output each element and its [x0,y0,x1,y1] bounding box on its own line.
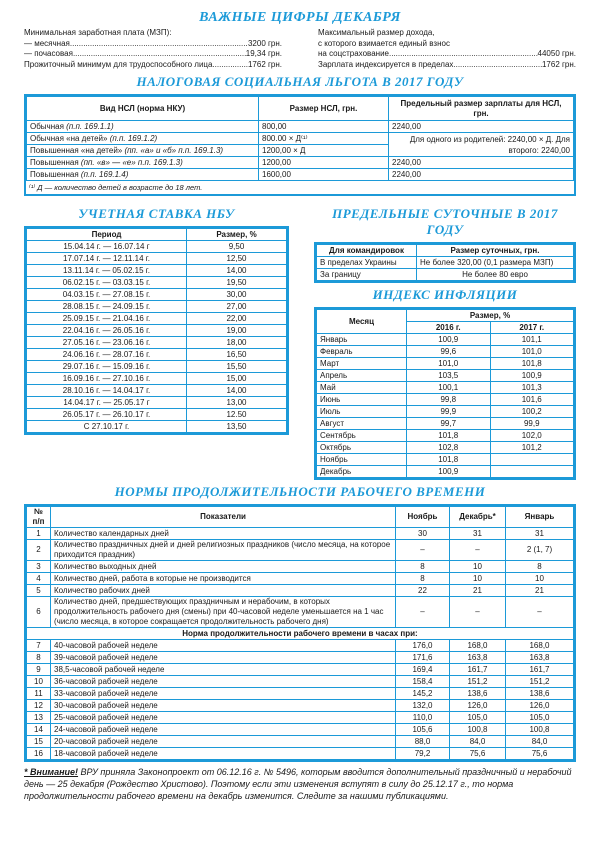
nbu-title: УЧЕТНАЯ СТАВКА НБУ [78,206,235,221]
rate-cell: 19,50 [187,277,287,289]
table-row [27,385,287,397]
intro-line: на соцстрахование ..... 44050 грн. [318,49,576,60]
table-row [27,265,287,277]
table-row [317,346,574,358]
norms-title: НОРМЫ ПРОДОЛЖИТЕЛЬНОСТИ РАБОЧЕГО ВРЕМЕНИ [114,484,486,499]
table-row [27,700,574,712]
indicator-cell: 25-часовой рабочей неделе [51,712,396,724]
column-header: Ноябрь [396,507,450,528]
period-cell: 13.11.14 г. — 05.02.15 г. [27,265,187,277]
value-cell: 105,6 [396,724,450,736]
value-cell: 31 [506,528,574,540]
intro-line: с которого взимается единый взнос [318,38,450,48]
value-cell: – [396,540,450,561]
indicator-cell: Количество праздничных дней и дней религиозных праздников (число месяца, на которое приходится праздник) [51,540,396,561]
rate-cell: 18,00 [187,337,287,349]
table-row [27,561,574,573]
value-cell: 100,8 [450,724,506,736]
table-row [27,640,574,652]
subheader-cell: Норма продолжительности рабочего времени в часах при: [27,628,574,640]
rate-cell: 15,00 [187,373,287,385]
table-row [317,334,574,346]
value-cell: – [396,597,450,628]
index-cell: 8 [27,652,51,664]
index-cell: 12 [27,700,51,712]
indicator-cell: 18-часовой рабочей неделе [51,748,396,760]
value-cell: 110,0 [396,712,450,724]
value-cell: 8 [396,573,450,585]
table-row [27,421,287,433]
indicator-cell: 38,5-часовой рабочей неделе [51,664,396,676]
value-cell: 138,6 [450,688,506,700]
column-header: Размер суточных, грн. [417,245,574,257]
value-cell: 22 [396,585,450,597]
month-cell: Июнь [317,394,407,406]
intro-line: — месячная ..... 3200 грн. [24,39,282,50]
month-cell: Декабрь [317,466,407,478]
table-row [27,289,287,301]
norms-table [26,506,574,760]
period-cell: С 27.10.17 г. [27,421,187,433]
value-cell: 101,2 [490,442,574,454]
month-cell: Март [317,358,407,370]
nsl-table-frame [24,94,576,196]
rate-cell: 15,50 [187,361,287,373]
intro-line: Зарплата индексируется в пределах ..... 1762 грн. [318,60,576,71]
value-cell: 21 [506,585,574,597]
rate-cell: 19,00 [187,325,287,337]
value-cell: 101,1 [490,334,574,346]
table-row [27,397,287,409]
index-cell: 7 [27,640,51,652]
nsl-footnote: ⁽¹⁾ Д — количество детей в возрасте до 18 лет. [29,183,203,192]
table-row [27,253,287,265]
table-row [27,409,287,421]
table-row [27,325,287,337]
table-row [27,313,287,325]
index-cell: 13 [27,712,51,724]
intro-line: — почасовая ..... 19,34 грн. [24,49,282,60]
index-cell: 2 [27,540,51,561]
value-cell: 176,0 [396,640,450,652]
value-cell: – [450,597,506,628]
value-cell: 101,8 [407,430,491,442]
right-section [314,202,576,480]
value-cell: 101,0 [490,346,574,358]
period-cell: 28.10.16 г. — 14.04.17 г. [27,385,187,397]
value-cell: 100,2 [490,406,574,418]
period-cell: 04.03.15 г. — 27.08.15 г. [27,289,187,301]
table-row [317,442,574,454]
value-cell: 105,0 [506,712,574,724]
index-cell: 1 [27,528,51,540]
column-header: Период [27,229,187,241]
value-cell: 163,8 [506,652,574,664]
table-row [27,676,574,688]
month-cell: Август [317,418,407,430]
value-cell: 132,0 [396,700,450,712]
column-header: Декабрь* [450,507,506,528]
index-cell: 5 [27,585,51,597]
month-cell: Январь [317,334,407,346]
value-cell: 99,9 [490,418,574,430]
daily-title: ПРЕДЕЛЬНЫЕ СУТОЧНЫЕ В 2017 ГОДУ [332,206,558,237]
value-cell: 99,6 [407,346,491,358]
nsl-table [26,96,574,181]
table-row [27,349,287,361]
value-cell: 101,3 [490,382,574,394]
column-header: Предельный размер зарплаты для НСЛ, грн. [389,97,574,121]
index-cell: 3 [27,561,51,573]
value-cell: 126,0 [506,700,574,712]
value-cell: 79,2 [396,748,450,760]
table-row [317,454,574,466]
value-cell: 75,6 [506,748,574,760]
value-cell: 88,0 [396,736,450,748]
value-cell: 99,9 [407,406,491,418]
indicator-cell: Количество дней, работа в которые не производится [51,573,396,585]
period-cell: 15.04.14 г. — 16.07.14 г [27,241,187,253]
value-cell: 151,2 [506,676,574,688]
value-cell: 102,0 [490,430,574,442]
value-cell: 126,0 [450,700,506,712]
table-row [27,688,574,700]
value-cell: 100,9 [490,370,574,382]
indicator-cell: 20-часовой рабочей неделе [51,736,396,748]
rate-cell: 12,50 [187,253,287,265]
table-row [27,652,574,664]
value-cell: 10 [450,561,506,573]
table-row: Обычная (п.п. 169.1.1) 800,00 2240,00 [27,121,574,133]
inflation-table [316,309,574,478]
value-cell: 169,4 [396,664,450,676]
middle-section [24,202,576,480]
month-cell: Сентябрь [317,430,407,442]
index-cell: 14 [27,724,51,736]
column-header: 2017 г. [490,322,574,334]
value-cell: 10 [450,573,506,585]
value-cell: 161,7 [506,664,574,676]
indicator-cell: 40-часовой рабочей неделе [51,640,396,652]
table-row [27,540,574,561]
month-cell: Октябрь [317,442,407,454]
period-cell: 06.02.15 г. — 03.03.15 г. [27,277,187,289]
rate-cell: 30,00 [187,289,287,301]
value-cell: 99,7 [407,418,491,430]
indicator-cell: 33-часовой рабочей неделе [51,688,396,700]
table-row [27,712,574,724]
table-row: За границу Не более 80 евро [317,269,574,281]
period-cell: 16.09.16 г. — 27.10.16 г. [27,373,187,385]
period-cell: 14.04.17 г. — 25.05.17 г [27,397,187,409]
column-header: Показатели [51,507,396,528]
nbu-section [24,202,289,480]
inflation-title: ИНДЕКС ИНФЛЯЦИИ [372,287,518,302]
value-cell: 145,2 [396,688,450,700]
period-cell: 22.04.16 г. — 26.05.16 г. [27,325,187,337]
rate-cell: 13,50 [187,421,287,433]
value-cell: 168,0 [506,640,574,652]
value-cell: 101,6 [490,394,574,406]
table-row [27,664,574,676]
table-row [27,573,574,585]
value-cell: 100,9 [407,466,491,478]
value-cell: 100,8 [506,724,574,736]
intro-line: Минимальная заработная плата (МЗП): [24,28,172,37]
month-cell: Февраль [317,346,407,358]
table-row [27,241,287,253]
value-cell: 161,7 [450,664,506,676]
value-cell: 75,6 [450,748,506,760]
index-cell: 16 [27,748,51,760]
indicator-cell: 24-часовой рабочей неделе [51,724,396,736]
index-cell: 15 [27,736,51,748]
indicator-cell: Количество рабочих дней [51,585,396,597]
value-cell: 158,4 [396,676,450,688]
period-cell: 17.07.14 г. — 12.11.14 г. [27,253,187,265]
value-cell: 8 [396,561,450,573]
table-row: Повышенная «на детей» (пп. «а» и «б» п.п. 169.1.3) 1200,00 × Д [27,145,574,157]
column-header: Январь [506,507,574,528]
indicator-cell: 30-часовой рабочей неделе [51,700,396,712]
value-cell: 103,5 [407,370,491,382]
index-cell: 10 [27,676,51,688]
table-row: Обычная «на детей» (п.п. 169.1.2) 800.00 × Д⁽¹⁾ Для одного из родителей: 2240,00 × Д. Для второго: 2240,00 [27,133,574,145]
period-cell: 29.07.16 г. — 15.09.16 г. [27,361,187,373]
rate-cell: 27,00 [187,301,287,313]
nbu-table [26,228,287,433]
table-row [27,301,287,313]
daily-table [316,244,574,281]
index-cell: 4 [27,573,51,585]
table-row [317,382,574,394]
index-cell: 9 [27,664,51,676]
period-cell: 26.05.17 г. — 26.10.17 г. [27,409,187,421]
subheader-row [27,628,574,640]
value-cell: 21 [450,585,506,597]
table-row [27,528,574,540]
indicator-cell: Количество выходных дней [51,561,396,573]
rate-cell: 22,00 [187,313,287,325]
value-cell [490,454,574,466]
value-cell: 10 [506,573,574,585]
rate-cell: 9,50 [187,241,287,253]
value-cell: 101,8 [490,358,574,370]
month-cell: Июль [317,406,407,418]
period-cell: 24.06.16 г. — 28.07.16 г. [27,349,187,361]
table-row [27,724,574,736]
column-header: Для командировок [317,245,417,257]
value-cell: 101,0 [407,358,491,370]
table-row [317,406,574,418]
intro-right-column [318,28,576,70]
rate-cell: 16,50 [187,349,287,361]
table-row [27,337,287,349]
table-row [27,277,287,289]
column-header: Вид НСЛ (норма НКУ) [27,97,259,121]
table-row [317,430,574,442]
indicator-cell: Количество календарных дней [51,528,396,540]
intro-left-column [24,28,282,70]
table-row [27,597,574,628]
rate-cell: 14,00 [187,385,287,397]
value-cell: 84,0 [450,736,506,748]
period-cell: 28.08.15 г. — 24.09.15 г. [27,301,187,313]
column-header: Размер, % [407,310,574,322]
value-cell: 2 (1, 7) [506,540,574,561]
footer-text: ВРУ приняла Законопроект от 06.12.16 г. № 5496, которым вводится дополнительный праздничный и нерабочий день — 25 декабря (Рождество Христово). Поэтому если эти изменения вступят в силу до 25.12.17 г., то норма продолжительности рабочего времени на декабрь изменится. Следите за нашими публикациями. [24,767,572,801]
month-cell: Ноябрь [317,454,407,466]
column-header: 2016 г. [407,322,491,334]
value-cell [490,466,574,478]
period-cell: 27.05.16 г. — 23.06.16 г. [27,337,187,349]
value-cell: 102,8 [407,442,491,454]
value-cell: 100,9 [407,334,491,346]
table-row [317,370,574,382]
rate-cell: 12.50 [187,409,287,421]
table-row [27,748,574,760]
rate-cell: 14,00 [187,265,287,277]
value-cell: 171,6 [396,652,450,664]
table-row [27,736,574,748]
footer-note [24,766,576,802]
important-figures [24,28,576,70]
value-cell: 101,8 [407,454,491,466]
value-cell: 30 [396,528,450,540]
table-row: Повышенная (п.п. 169.1.4) 1600,00 2240,00 [27,169,574,181]
important-figures-title: ВАЖНЫЕ ЦИФРЫ ДЕКАБРЯ [199,10,401,25]
value-cell: – [450,540,506,561]
index-cell: 6 [27,597,51,628]
column-header: Размер НСЛ, грн. [259,97,389,121]
value-cell: 100,1 [407,382,491,394]
table-row [317,418,574,430]
table-row [27,361,287,373]
column-header: Размер, % [187,229,287,241]
table-row [317,358,574,370]
table-row: В пределах Украины Не более 320,00 (0,1 размера МЗП) [317,257,574,269]
attention-label: * Внимание! [24,767,79,777]
nsl-title: НАЛОГОВАЯ СОЦИАЛЬНАЯ ЛЬГОТА В 2017 ГОДУ [136,74,464,89]
month-cell: Май [317,382,407,394]
value-cell: 99,8 [407,394,491,406]
column-header: № п/п [27,507,51,528]
column-header: Месяц [317,310,407,334]
index-cell: 11 [27,688,51,700]
table-row [27,585,574,597]
month-cell: Апрель [317,370,407,382]
period-cell: 25.09.15 г. — 21.04.16 г. [27,313,187,325]
value-cell: 163,8 [450,652,506,664]
indicator-cell: Количество дней, предшествующих праздничным и нерабочим, в которых продолжительность рабочего дня (смены) при 40-часовой неделе уменьшается на 1 час (число месяца, в которое сокращается продолжительность рабочего дня) [51,597,396,628]
table-row [317,394,574,406]
intro-line: Прожиточный минимум для трудоспособного лица ..... 1762 грн. [24,60,282,71]
value-cell: – [506,597,574,628]
value-cell: 8 [506,561,574,573]
value-cell: 138,6 [506,688,574,700]
table-row [317,466,574,478]
table-row [27,373,287,385]
value-cell: 31 [450,528,506,540]
value-cell: 84,0 [506,736,574,748]
rate-cell: 13,00 [187,397,287,409]
value-cell: 105,0 [450,712,506,724]
indicator-cell: 39-часовой рабочей неделе [51,652,396,664]
value-cell: 151,2 [450,676,506,688]
intro-line: Максимальный размер дохода, [318,28,435,37]
table-row: Повышенная (пп. «в» — «е» п.п. 169.1.3) 1200,00 2240,00 [27,157,574,169]
indicator-cell: 36-часовой рабочей неделе [51,676,396,688]
value-cell: 168,0 [450,640,506,652]
